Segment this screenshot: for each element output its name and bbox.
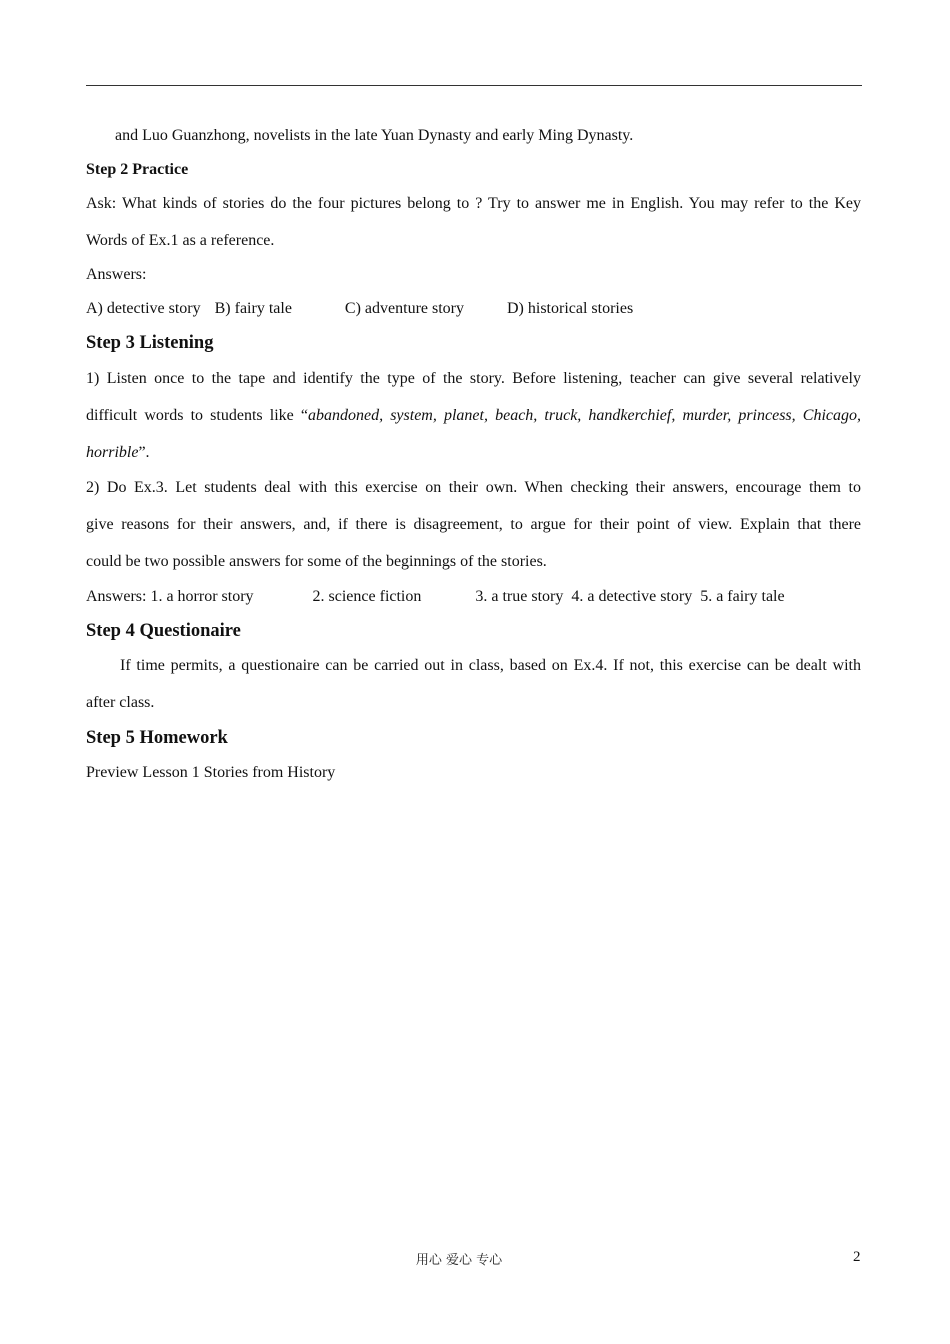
step3-line1: 1) Listen once to the tape and identify the type of the story. Before listening, teacher can give several relatively (86, 370, 861, 387)
step2-answers-label: Answers: (86, 266, 147, 283)
vocabulary-words: abandoned, system, planet, beach, truck, handkerchief, murder, princess, Chicago, (307, 407, 862, 424)
step4-heading: Step 4 Questionaire (86, 621, 241, 641)
step2-ask-line2: Words of Ex.1 as a reference. (86, 232, 275, 249)
step3-line3: horrible”. (86, 444, 150, 461)
header-rule (86, 85, 862, 86)
step5-heading: Step 5 Homework (86, 728, 228, 748)
document-body (86, 124, 861, 785)
step4-line1: If time permits, a questionaire can be carried out in class, based on Ex.4. If not, this exercise can be dealt with (120, 657, 861, 674)
step2-ask-line1: Ask: What kinds of stories do the four pictures belong to ? Try to answer me in English. You may refer to the Key (86, 195, 861, 212)
step3-answers: Answers: 1. a horror story 2. science fiction 3. a true story 4. a detective story 5. a fairy tale (86, 588, 785, 605)
step4-line2: after class. (86, 694, 155, 711)
continued-paragraph: and Luo Guanzhong, novelists in the late Yuan Dynasty and early Ming Dynasty. (115, 127, 634, 144)
step5-line1: Preview Lesson 1 Stories from History (86, 764, 336, 781)
footer-motto: 用心 爱心 专心 (415, 1253, 503, 1268)
step2-heading: Step 2 Practice (86, 161, 189, 178)
answer-a: A) detective story (86, 300, 201, 317)
step3-heading: Step 3 Listening (86, 333, 214, 353)
step3-line5: give reasons for their answers, and, if there is disagreement, to argue for their point of view. Explain that there (86, 516, 861, 533)
page-number: 2 (853, 1249, 861, 1265)
step3-line2: difficult words to students like “abandoned, system, planet, beach, truck, handkerchief, murder, princess, Chicago, (86, 407, 862, 424)
step3-line4: 2) Do Ex.3. Let students deal with this exercise on their own. When checking their answers, encourage them to (86, 479, 861, 496)
step2-answers (86, 297, 861, 321)
answer-b: B) fairy tale (214, 300, 292, 317)
answer-d: D) historical stories (507, 300, 634, 317)
answer-c: C) adventure story (344, 300, 464, 317)
step3-line6: could be two possible answers for some of the beginnings of the stories. (86, 553, 547, 570)
